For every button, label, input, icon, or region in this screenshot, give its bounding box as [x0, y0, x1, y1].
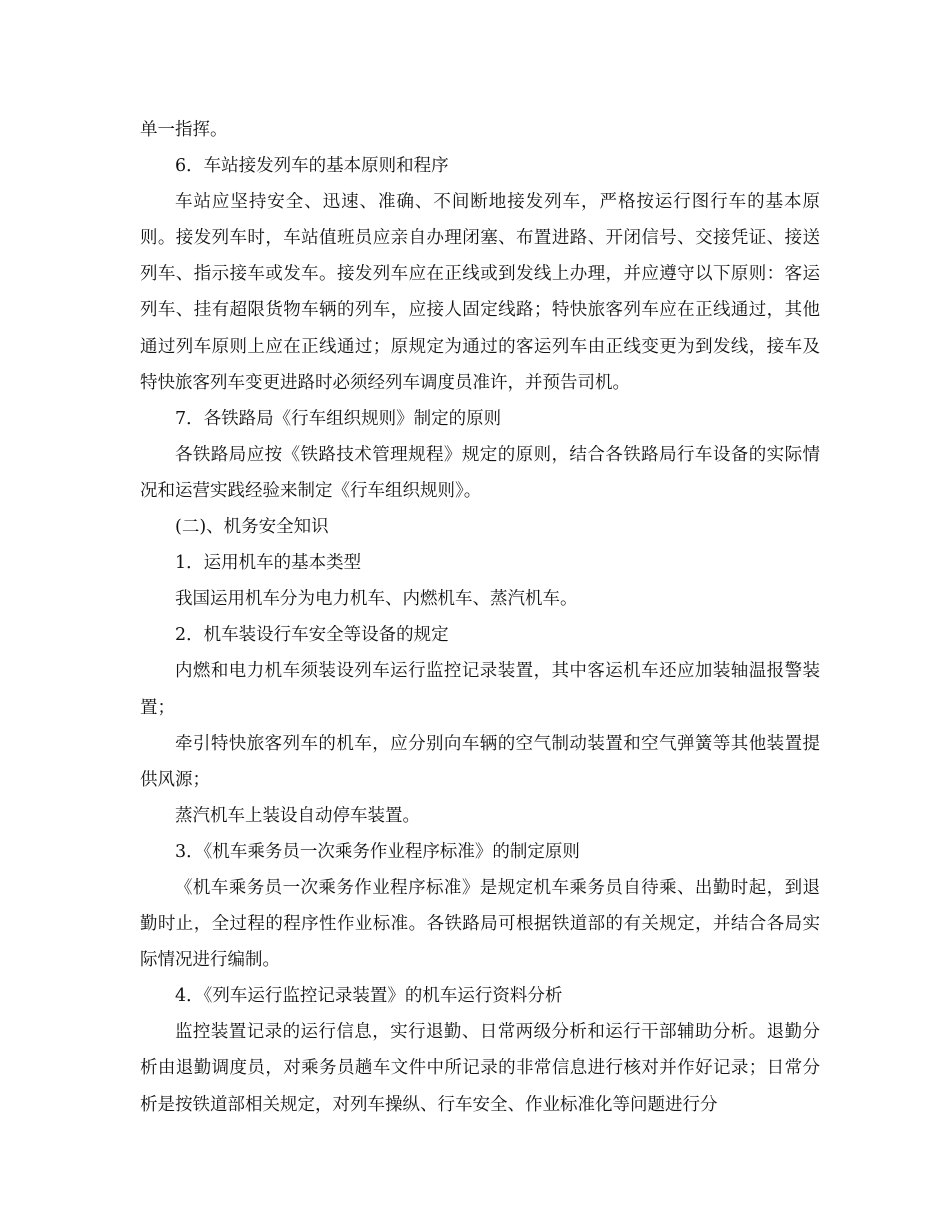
section-heading: 3．《机车乘务员一次乘务作业程序标准》的制定原则 — [175, 841, 580, 862]
paragraph: 车站应坚持安全、迅速、准确、不间断地接发列车，严格按运行图行车的基本原则。接发列车时，车站值班员应亲自办理闭塞、布置进路、开闭信号、交接凭证、接送列车、指示接车或发车。接发列车应在正线或到发线上办理，并应遵守以下原则：客运列车、挂有超限货物车辆的列车，应接人固定线路；特快旅客列车应在正线通过，其他通过列车原则上应在正线通过；原规定为通过的客运列车由正线变更为到发线，接车及特快旅客列车变更进路时必须经列车调度员准许，并预告司机。 — [140, 192, 820, 393]
paragraph: 单一指挥。 — [140, 120, 228, 140]
paragraph: 各铁路局应按《铁路技术管理规程》规定的原则，结合各铁路局行车设备的实际情况和运营实践经验来制定《行车组织规则》。 — [140, 444, 820, 501]
section-heading: 2．机车装设行车安全等设备的规定 — [175, 625, 449, 646]
paragraph: 《机车乘务员一次乘务作业程序标准》是规定机车乘务员自待乘、出勤时起，到退勤时止，全过程的程序性作业标准。各铁路局可根据铁道部的有关规定，并结合各局实际情况进行编制。 — [140, 877, 820, 971]
chapter-heading: (二)、机务安全知识 — [175, 517, 329, 538]
section-heading: 6．车站接发列车的基本原则和程序 — [175, 156, 449, 177]
paragraph: 蒸汽机车上装设自动停车装置。 — [175, 805, 420, 826]
section-heading: 1．运用机车的基本类型 — [175, 553, 362, 574]
section-heading: 7．各铁路局《行车组织规则》制定的原则 — [175, 408, 502, 429]
paragraph: 我国运用机车分为电力机车、内燃机车、蒸汽机车。 — [175, 589, 578, 610]
paragraph: 监控装置记录的运行信息，实行退勤、日常两级分析和运行干部辅助分析。退勤分析由退勤调度员，对乘务员趟车文件中所记录的非常信息进行核对并作好记录；日常分析是按铁道部相关规定，对列车操纵、行车安全、作业标准化等问题进行分 — [140, 1022, 820, 1115]
section-heading: 4．《列车运行监控记录装置》的机车运行资料分析 — [175, 986, 563, 1007]
paragraph: 牵引特快旅客列车的机车，应分别向车辆的空气制动装置和空气弹簧等其他装置提供风源； — [140, 733, 820, 790]
paragraph: 内燃和电力机车须装设列车运行监控记录装置，其中客运机车还应加装轴温报警装置； — [140, 661, 820, 718]
